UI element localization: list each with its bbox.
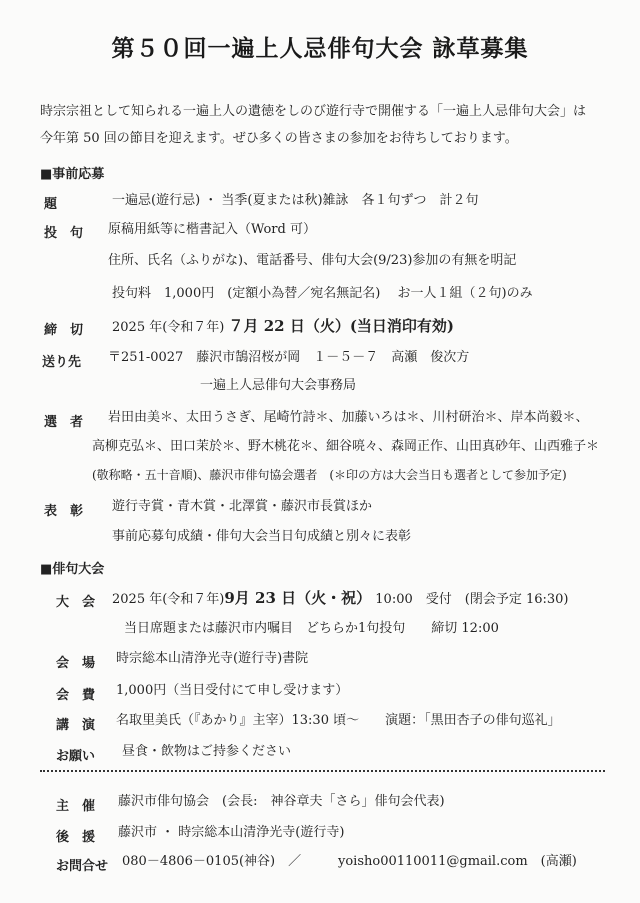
deadline-text <box>112 318 454 336</box>
intro-line-2: 今年第 50 回の節目を迎えます。ぜひ多くの皆さまの参加をお待ちしております。 <box>40 131 518 146</box>
host-label: 主 催 <box>56 799 96 814</box>
awards-line-1: 遊行寺賞・青木賞・北澤賞・藤沢市長賞ほか <box>112 499 373 514</box>
venue-text: 時宗総本山清浄光寺(遊行寺)書院 <box>116 651 309 666</box>
judges-line-2: 高柳克弘＊、田口茉於＊、野木桃花＊、細谷喨々、森岡正作、山田真砂年、山西雅子＊ <box>92 439 600 454</box>
awards-label: 表 彰 <box>44 504 84 519</box>
event-line-2: 当日席題または藤沢市内嘱目 どちらか1句投句 締切 12:00 <box>124 621 499 636</box>
contact-email[interactable]: yoisho00110011@gmail.com (高瀬) <box>338 854 577 869</box>
deadline-label: 締 切 <box>44 323 84 338</box>
submission-line-2: 住所、氏名（ふりがな)、電話番号、俳句大会(9/23)参加の有無を明記 <box>108 253 517 268</box>
send-office: 一遍上人忌俳句大会事務局 <box>200 378 357 393</box>
page-title: 第５０回一遍上人忌俳句大会 詠草募集 <box>111 36 529 62</box>
section-advance-heading: ■事前応募 <box>40 167 105 182</box>
judges-line-1: 岩田由美＊、太田うさぎ、尾崎竹詩＊、加藤いろは＊、川村研治＊、岸本尚毅＊、 <box>108 410 589 425</box>
judges-label: 選 者 <box>44 415 84 430</box>
event-time: 10:00 受付 (閉会予定 16:30) <box>375 592 569 607</box>
request-label: お願い <box>56 749 96 764</box>
fee-text: 1,000円（当日受付にて申し受けます） <box>116 683 349 698</box>
submission-fee: 投句料 1,000円 (定額小為替／宛名無記名) お一人１組（２句)のみ <box>112 286 533 301</box>
submission-line-1: 原稿用紙等に楷書記入（Word 可） <box>108 222 316 237</box>
topic-text: 一遍忌(遊行忌) ・ 当季(夏または秋)雑詠 各１句ずつ 計２句 <box>112 193 479 208</box>
dotted-divider <box>40 770 605 772</box>
send-address: 〒251-0027 藤沢市鵠沼桜が岡 １－５－７ 高瀬 俊次方 <box>108 350 470 365</box>
event-date: 9月 23 日（火・祝） <box>224 589 372 607</box>
event-date-line <box>112 590 569 608</box>
section-event-heading: ■俳句大会 <box>40 562 105 577</box>
judges-line-3: (敬称略・五十音順)、藤沢市俳句協会選者 (＊印の方は大会当日も選者として参加予定) <box>92 468 567 482</box>
contact-phone: 080－4806－0105(神谷) ／ <box>122 854 302 869</box>
deadline-year: 2025 年(令和７年) <box>112 320 225 335</box>
support-label: 後 援 <box>56 830 96 845</box>
request-text: 昼食・飲物はご持参ください <box>122 744 292 759</box>
contact-label: お問合せ <box>56 859 109 874</box>
venue-label: 会 場 <box>56 656 96 671</box>
fee-label: 会 費 <box>56 688 96 703</box>
event-label: 大 会 <box>56 595 96 610</box>
event-year: 2025 年(令和７年) <box>112 592 225 607</box>
intro-line-1: 時宗宗祖として知られる一遍上人の遺徳をしのび遊行寺で開催する「一遍上人忌俳句大会」は <box>40 104 587 119</box>
support-text: 藤沢市 ・ 時宗総本山清浄光寺(遊行寺) <box>118 825 345 840</box>
lecture-text: 名取里美氏（『あかり』主宰）13:30 頃～ 演題：「黒田杏子の俳句巡礼」 <box>116 713 561 728</box>
lecture-label: 講 演 <box>56 718 96 733</box>
deadline-date: ７月 22 日（火）(当日消印有効) <box>228 317 455 335</box>
topic-label: 題 <box>44 197 58 212</box>
submission-label: 投 句 <box>44 226 84 241</box>
host-text: 藤沢市俳句協会 (会長: 神谷章夫「さら」俳句会代表) <box>118 794 445 809</box>
awards-line-2: 事前応募句成績・俳句大会当日句成績と別々に表彰 <box>112 529 412 544</box>
send-to-label: 送り先 <box>42 355 82 370</box>
